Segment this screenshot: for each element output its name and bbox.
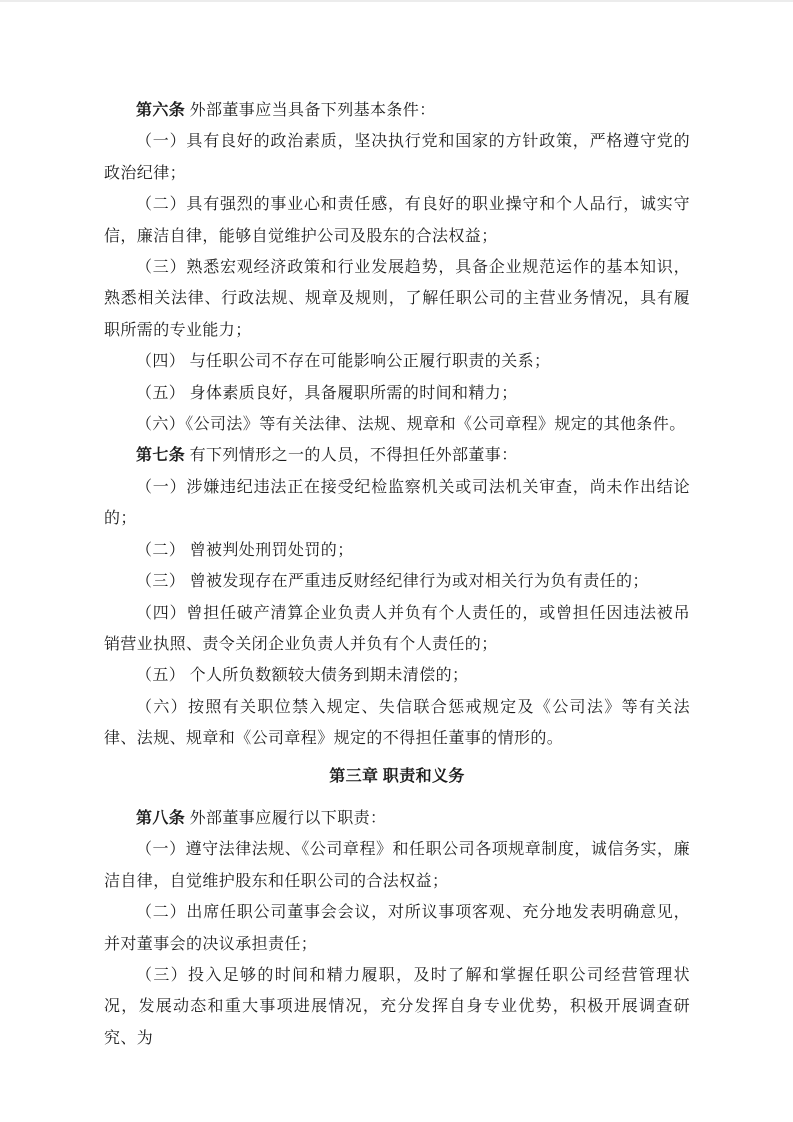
list-item-paragraph: （二）出席任职公司董事会会议，对所议事项客观、充分地发表明确意见，并对董事会的决议承担责任； — [104, 904, 690, 953]
list-item-paragraph: （五） 个人所负数额较大债务到期未清偿的； — [136, 667, 469, 685]
article-paragraph: 第七条 有下列情形之一的人员，不得担任外部董事： — [136, 447, 518, 465]
article-number: 第八条 — [136, 809, 186, 827]
article-paragraph: 第六条 外部董事应当具备下列基本条件： — [136, 102, 436, 119]
list-item-paragraph: （三）投入足够的时间和精力履职，及时了解和掌握任职公司经营管理状况，发展动态和重大事项进展情况，充分发挥自身专业优势，积极开展调查研究、为 — [104, 966, 690, 1047]
list-item-paragraph: （六）按照有关职位禁入规定、失信联合惩戒规定及《公司法》等有关法律、法规、规章和《公司章程》规定的不得担任董事的情形的。 — [104, 698, 690, 748]
scan-edge-line — [0, 0, 793, 2]
list-item-paragraph: （一）具有良好的政治素质，坚决执行党和国家的方针政策，严格遵守党的政治纪律； — [104, 133, 690, 182]
chapter-heading: 第三章 职责和义务 — [329, 767, 465, 785]
list-item-paragraph: （四）曾担任破产清算企业负责人并负有个人责任的，或曾担任因违法被吊销营业执照、责令关闭企业负责人并负有个人责任的； — [104, 604, 690, 653]
list-item-paragraph: （二） 曾被判处刑罚处罚的； — [136, 541, 354, 559]
list-item-paragraph: （一）涉嫌违纪违法正在接受纪检监察机关或司法机关审查，尚未作出结论的； — [104, 478, 690, 528]
list-item-paragraph: （三）熟悉宏观经济政策和行业发展趋势，具备企业规范运作的基本知识，熟悉相关法律、行政法规、规章及规则，了解任职公司的主营业务情况，具有履职所需的专业能力； — [104, 259, 690, 339]
article-number: 第六条 — [136, 102, 186, 119]
list-item-paragraph: （二）具有强烈的事业心和责任感，有良好的职业操守和个人品行，诚实守信，廉洁自律，能够自觉维护公司及股东的合法权益； — [104, 196, 690, 245]
list-item-paragraph: （三） 曾被发现存在严重违反财经纪律行为或对相关行为负有责任的； — [136, 573, 649, 591]
article-paragraph: 第八条 外部董事应履行以下职责： — [136, 809, 387, 827]
list-item-paragraph: （一）遵守法律法规、《公司章程》和任职公司各项规章制度，诚信务实，廉洁自律，自觉维护股东和任职公司的合法权益； — [104, 841, 690, 890]
page-content — [104, 95, 690, 1054]
list-item-paragraph: （六）《公司法》等有关法律、法规、规章和《公司章程》规定的其他条件。 — [136, 416, 686, 434]
list-item-paragraph: （五） 身体素质良好，具备履职所需的时间和精力； — [136, 384, 518, 402]
article-number: 第七条 — [136, 447, 186, 465]
list-item-paragraph: （四） 与任职公司不存在可能影响公正履行职责的关系； — [136, 353, 551, 371]
